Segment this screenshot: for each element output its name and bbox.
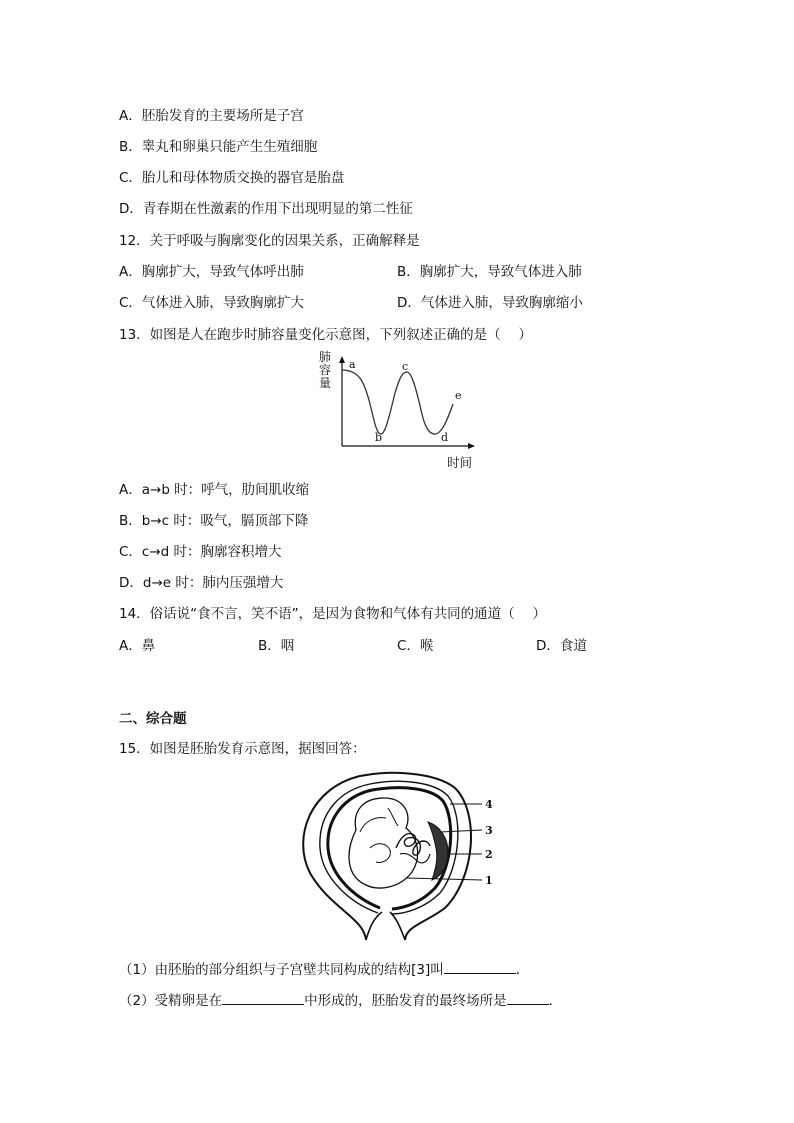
q15-sub2: [119, 989, 562, 1009]
y-axis-label-char: 容: [319, 363, 332, 377]
point-c-label: c: [402, 360, 409, 373]
q15-sub1-end: ．: [515, 962, 530, 978]
q12-option-a: A．胸廓扩大，导致气体呼出肺: [119, 264, 304, 280]
lung-volume-graph: [315, 348, 485, 470]
y-axis-arrow: [339, 356, 345, 363]
q11-option-c: C．胎儿和母体物质交换的器官是胎盘: [119, 170, 345, 186]
section-title: 二、综合题: [119, 711, 187, 727]
q12-option-b: B．胸廓扩大，导致气体进入肺: [397, 264, 582, 280]
x-axis-label: 时间: [447, 455, 473, 470]
q11-option-b: B．睾丸和卵巢只能产生生殖细胞: [119, 139, 318, 155]
q13-stem: 13．如图是人在跑步时肺容量变化示意图，下列叙述正确的是（ ）: [119, 327, 532, 343]
answer-blank-3[interactable]: [507, 990, 549, 1005]
q15-stem: 15．如图是胚胎发育示意图，据图回答：: [119, 741, 366, 757]
point-b-label: b: [375, 431, 383, 444]
lung-volume-curve: [342, 370, 453, 434]
point-d-label: d: [441, 431, 449, 444]
q14-option-d: D．食道: [536, 638, 587, 654]
q13-option-c: C．c→d 时：胸廓容积增大: [119, 544, 282, 560]
q12-option-c: C．气体进入肺，导致胸廓扩大: [119, 295, 304, 311]
label-2: 2: [485, 848, 493, 861]
label-3: 3: [485, 824, 493, 837]
q14-option-a: A．鼻: [119, 638, 156, 654]
q11-option-a: A．胚胎发育的主要场所是子宫: [119, 108, 304, 124]
q13-option-a: A．a→b 时：呼气，肋间肌收缩: [119, 482, 310, 498]
q12-stem: 12．关于呼吸与胸廓变化的因果关系，正确解释是: [119, 233, 420, 249]
y-axis-label-char: 量: [319, 376, 332, 390]
answer-blank-2[interactable]: [222, 990, 304, 1005]
q13-option-d: D．d→e 时：肺内压强增大: [119, 575, 284, 591]
q14-stem: 14．俗话说“食不言，笑不语”，是因为食物和气体有共同的通道（ ）: [119, 606, 546, 622]
point-a-label: a: [349, 358, 356, 371]
q11-option-d: D．青春期在性激素的作用下出现明显的第二性征: [119, 201, 413, 217]
fetus-body: [349, 798, 418, 888]
q15-sub2-text: （2）受精卵是在: [119, 993, 223, 1009]
q15-sub2-mid: 中形成的，胚胎发育的最终场所是: [304, 993, 507, 1009]
point-e-label: e: [455, 389, 462, 402]
label-4: 4: [485, 798, 493, 811]
q15-sub1-text: （1）由胚胎的部分组织与子宫壁共同构成的结构[3]叫: [119, 962, 444, 978]
q15-sub1: [119, 958, 529, 978]
q15-sub2-end: ．: [548, 993, 563, 1009]
embryo-diagram: [300, 768, 500, 943]
q14-option-b: B．咽: [258, 638, 295, 654]
label-1: 1: [485, 874, 493, 887]
answer-blank-1[interactable]: [444, 959, 516, 974]
q13-option-b: B．b→c 时：吸气，膈顶部下降: [119, 513, 309, 529]
x-axis-arrow: [468, 443, 475, 449]
q12-option-d: D．气体进入肺，导致胸廓缩小: [397, 295, 583, 311]
y-axis-label-char: 肺: [319, 350, 332, 364]
q14-option-c: C．喉: [397, 638, 434, 654]
y-axis-label: [319, 351, 333, 390]
